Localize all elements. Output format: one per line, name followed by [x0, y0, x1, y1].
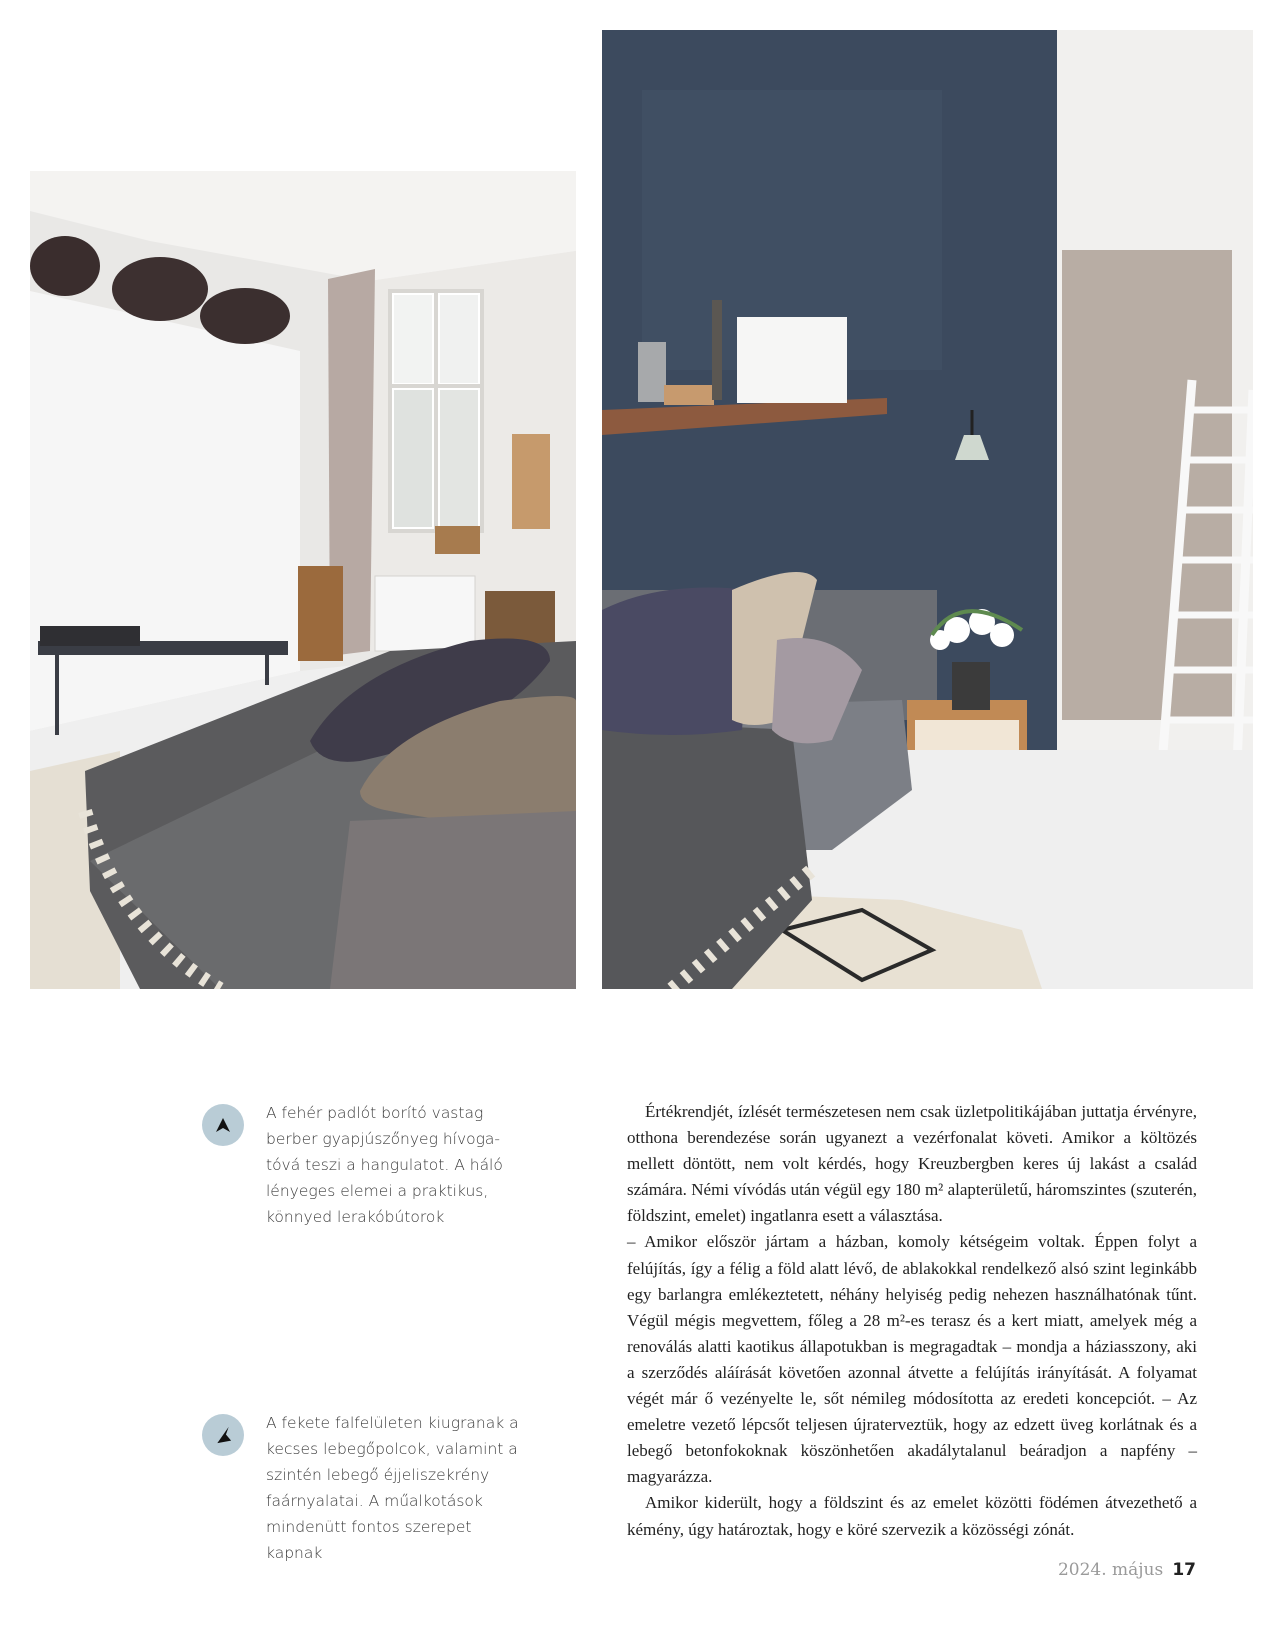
- page-number: 17: [1172, 1560, 1196, 1580]
- page-footer: [1058, 1560, 1196, 1580]
- article-paragraph: Amikor kiderült, hogy a földszint és az emelet közötti födémen átvezethető a kémény, úgy határoztak, hogy e köré szervezik a közösségi zónát.: [627, 1493, 1197, 1539]
- caption-text: A fekete falfelületen kiugranak a kecses lebegőpolcok, valamint a szintén lebegő éjjeliszekrény faárnyalatai. A műalkotások mindenütt fontos szerepet kapnak: [266, 1414, 519, 1562]
- issue-date: 2024. május: [1057, 1560, 1164, 1580]
- article-paragraph: – Amikor először jártam a házban, komoly kétségeim voltak. Éppen folyt a felújítás, így a félig a föld alatt lévő, de ablakokkal rendelkező alsó szint leginkább egy barlangra emlékeztetett, néhány helyiség pedig nehezen használhatónak tűnt. Végül mégis megvettem, főleg a 28 m²-es terasz és a kert miatt, amelyek még a renoválás alatti kaotikus állapotukban is megragadtak – mondja a háziasszony, aki a szerződés aláírását követően azonnal átvette a felújítás irányítását. A folyamat végét már ő vezényelte le, sőt némileg módosította az eredeti koncepciót. – Az emeletre vezető lépcsőt teljesen újraterveztük, hogy az edzett üveg korlátnak és a lebegő betonfokoknak köszönhetően akadálytalanul beáradjon a napfény – magyarázza.: [627, 1232, 1197, 1487]
- caption-text: A fehér padlót borító vastag berber gyapjúszőnyeg hívogatóvá teszi a hangulatot. A háló lényeges elemei a praktikus, könnyed lerakóbútorok: [266, 1104, 503, 1226]
- article-body: [627, 1099, 1197, 1543]
- bedroom-dark-wall-photo: [602, 30, 1253, 989]
- article-paragraph: Értékrendjét, ízlését természetesen nem csak üzletpolitikájában juttatja érvényre, otthona berendezése során ugyanezt a vezérfonalat követi. Amikor a költözés mellett döntött, nem volt kérdés, hogy Kreuzbergben keres új lakást a család számára. Némi vívódás után végül egy 180 m² alapterületű, háromszintes (szuterén, földszint, emelet) ingatlanra esett a választása.: [627, 1102, 1197, 1226]
- bedroom-window-photo: [30, 171, 576, 989]
- arrow-down-left-icon: [202, 1414, 244, 1456]
- arrow-up-icon: [202, 1104, 244, 1146]
